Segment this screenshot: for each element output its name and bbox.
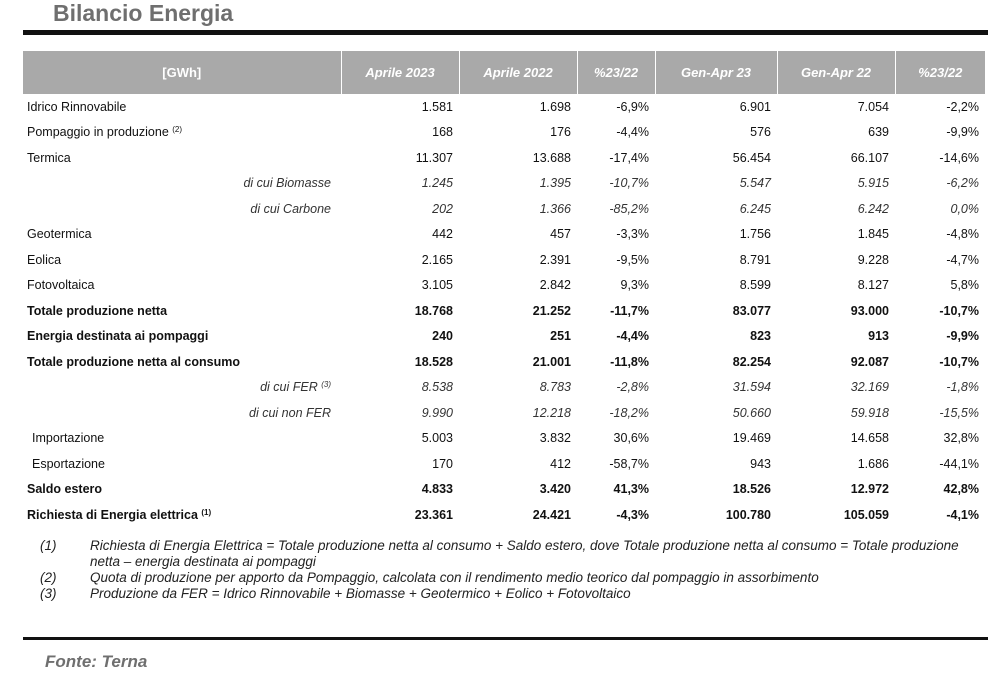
table-cell: 1.366 — [539, 201, 571, 216]
table-cell: 9.228 — [857, 252, 889, 267]
table-cell: 8.538 — [421, 380, 453, 395]
table-cell: -4,1% — [946, 507, 979, 522]
table-cell: 168 — [432, 125, 453, 140]
table-cell: -4,4% — [616, 125, 649, 140]
table-cell: 5.915 — [857, 176, 889, 191]
table-cell: 13.688 — [532, 150, 571, 165]
table-cell: 21.001 — [532, 354, 571, 369]
table-cell: 576 — [750, 125, 771, 140]
table-row — [23, 375, 985, 401]
table-cell: -2,8% — [616, 380, 649, 395]
footnote-ref: (3) — [321, 380, 331, 390]
table-cell: 32.169 — [850, 380, 889, 395]
table-row — [23, 222, 985, 248]
table-cell: -11,8% — [610, 354, 649, 369]
footnote-ref: (1) — [201, 507, 212, 517]
row-label: Idrico Rinnovabile — [27, 99, 127, 114]
table-cell: -14,6% — [939, 150, 979, 165]
table-cell: 82.254 — [732, 354, 771, 369]
footnote-text: Produzione da FER = Idrico Rinnovabile + Biomasse + Geotermico + Eolico + Fotovoltaico — [90, 586, 631, 601]
table-cell: 2.391 — [539, 252, 571, 267]
table-cell: -4,3% — [616, 507, 649, 522]
table-cell: 12.972 — [850, 482, 889, 497]
row-label: Saldo estero — [27, 482, 103, 497]
table-cell: 5.003 — [421, 431, 453, 446]
table-cell: -10,7% — [939, 303, 979, 318]
page-title: Bilancio Energia — [53, 0, 234, 26]
table-row — [23, 477, 985, 503]
bottom-rule — [23, 637, 988, 640]
row-label: Geotermica — [27, 227, 92, 242]
table-cell: 1.845 — [857, 227, 889, 242]
table-cell: 11.307 — [415, 150, 453, 165]
table-cell: 32,8% — [943, 431, 979, 446]
table-cell: -9,5% — [616, 252, 649, 267]
footnote-number: (1) — [40, 538, 57, 553]
table-cell: 6.242 — [857, 201, 889, 216]
table-cell: 9.990 — [421, 405, 453, 420]
table-cell: 4.833 — [421, 482, 453, 497]
row-label: di cui non FER — [249, 405, 331, 420]
table-cell: 56.454 — [732, 150, 771, 165]
header-pct-ytd: %23/22 — [895, 51, 985, 94]
header-pct-month: %23/22 — [577, 51, 655, 94]
table-row — [23, 324, 985, 350]
row-label: Esportazione — [32, 456, 105, 471]
table-cell: 0,0% — [950, 201, 979, 216]
table-cell: -1,8% — [946, 380, 979, 395]
table-cell: -85,2% — [609, 201, 649, 216]
row-label: Importazione — [32, 431, 105, 446]
table-cell: -10,7% — [609, 176, 649, 191]
table-header-row — [23, 51, 985, 94]
table-cell: -2,2% — [946, 99, 979, 114]
table-cell: 412 — [550, 456, 571, 471]
table-cell: 1.395 — [539, 176, 571, 191]
table-cell: 18.528 — [414, 354, 453, 369]
table-cell: -18,2% — [609, 405, 649, 420]
table-cell: 176 — [550, 125, 571, 140]
table-cell: 12.218 — [532, 405, 571, 420]
table-cell: 8.599 — [739, 278, 771, 293]
table-cell: 18.768 — [414, 303, 453, 318]
table-cell: -10,7% — [939, 354, 979, 369]
table-cell: 100.780 — [725, 507, 771, 522]
table-row — [23, 400, 985, 426]
table-cell: 19.469 — [732, 431, 771, 446]
footnote-number: (3) — [40, 586, 57, 601]
table-row — [23, 273, 985, 299]
table-cell: 18.526 — [732, 482, 771, 497]
table-cell: 2.165 — [421, 252, 453, 267]
source-label: Fonte: Terna — [45, 652, 148, 671]
table-cell: 30,6% — [613, 431, 649, 446]
table-cell: -11,7% — [610, 303, 649, 318]
row-label: Totale produzione netta al consumo — [27, 354, 240, 369]
table-cell: 3.105 — [421, 278, 453, 293]
table-cell: 442 — [432, 227, 453, 242]
table-cell: 42,8% — [943, 482, 979, 497]
table-cell: 59.918 — [850, 405, 889, 420]
row-label: Eolica — [27, 252, 62, 267]
footnotes — [40, 538, 980, 602]
row-label: Termica — [27, 150, 71, 165]
table-row — [23, 145, 985, 171]
table-cell: 170 — [432, 456, 453, 471]
table-cell: 251 — [550, 329, 571, 344]
table-cell: 93.000 — [850, 303, 889, 318]
footnote-text: Richiesta di Energia Elettrica = Totale produzione netta al consumo + Saldo estero, dove Totale produzione netta al consumo = Totale produzione netta – energia destinata ai pompaggi — [90, 538, 959, 569]
table-row — [23, 298, 985, 324]
table-cell: 943 — [750, 456, 771, 471]
table-cell: 8.783 — [539, 380, 571, 395]
table-row — [23, 451, 985, 477]
table-cell: 21.252 — [532, 303, 571, 318]
row-label: Richiesta di Energia elettrica $^{(1)}$ — [27, 507, 212, 522]
table-cell: 6.901 — [739, 99, 771, 114]
table-cell: 14.658 — [850, 431, 889, 446]
table-cell: -17,4% — [609, 150, 649, 165]
table-cell: 1.756 — [739, 227, 771, 242]
table-row — [23, 171, 985, 197]
table-cell: -4,8% — [946, 227, 979, 242]
table-cell: 41,3% — [613, 482, 649, 497]
table-cell: 639 — [868, 125, 889, 140]
energy-balance-table — [23, 51, 985, 528]
table-row — [23, 196, 985, 222]
table-cell: 9,3% — [620, 278, 649, 293]
table-cell: 5,8% — [950, 278, 979, 293]
table-cell: 457 — [550, 227, 571, 242]
top-rule — [23, 30, 988, 35]
table-cell: -15,5% — [939, 405, 979, 420]
header-unit: [GWh] — [23, 51, 341, 94]
table-cell: 31.594 — [732, 380, 771, 395]
table-cell: 913 — [868, 329, 889, 344]
table-row — [23, 247, 985, 273]
table-cell: 3.832 — [539, 431, 571, 446]
footnote-text: Quota di produzione per apporto da Pompaggio, calcolata con il rendimento medio teorico dal pompaggio in assorbimento — [90, 570, 819, 585]
header-jan-apr-22: Gen-Apr 22 — [777, 51, 895, 94]
table-cell: 1.581 — [421, 99, 453, 114]
table-row — [23, 94, 985, 120]
footnote — [40, 570, 980, 586]
footnote — [40, 586, 980, 602]
table-cell: 50.660 — [732, 405, 771, 420]
table-cell: 105.059 — [843, 507, 889, 522]
row-label: di cui Biomasse — [243, 176, 331, 191]
table-cell: 1.686 — [857, 456, 889, 471]
table-cell: -3,3% — [616, 227, 649, 242]
table-cell: 1.698 — [539, 99, 571, 114]
table-row — [23, 120, 985, 146]
table-cell: 6.245 — [739, 201, 771, 216]
table-cell: 23.361 — [414, 507, 453, 522]
table-cell: 240 — [432, 329, 453, 344]
row-label: Pompaggio in produzione $^{(2)}$ — [27, 125, 183, 140]
row-label: Totale produzione netta — [27, 303, 168, 318]
row-label: di cui FER $^{(3)}$ — [260, 380, 331, 395]
table-cell: -6,9% — [616, 99, 649, 114]
header-april-2022: Aprile 2022 — [459, 51, 577, 94]
table-cell: 8.791 — [739, 252, 771, 267]
table-cell: -9,9% — [946, 329, 979, 344]
table-cell: -44,1% — [939, 456, 979, 471]
table-cell: -4,4% — [616, 329, 649, 344]
table-cell: 823 — [750, 329, 771, 344]
table-cell: 2.842 — [539, 278, 571, 293]
footnote-number: (2) — [40, 570, 57, 585]
table-cell: 3.420 — [539, 482, 571, 497]
table-cell: 66.107 — [850, 150, 889, 165]
header-april-2023: Aprile 2023 — [341, 51, 459, 94]
row-label: Energia destinata ai pompaggi — [27, 329, 209, 344]
header-jan-apr-23: Gen-Apr 23 — [655, 51, 777, 94]
table-cell: 202 — [432, 201, 453, 216]
table-cell: 8.127 — [857, 278, 889, 293]
table-cell: 1.245 — [421, 176, 453, 191]
row-label: di cui Carbone — [250, 201, 331, 216]
table-cell: -9,9% — [946, 125, 979, 140]
table-cell: 5.547 — [739, 176, 771, 191]
table-row — [23, 502, 985, 528]
row-label: Fotovoltaica — [27, 278, 95, 293]
table-row — [23, 349, 985, 375]
table-cell: 83.077 — [732, 303, 771, 318]
table-cell: 24.421 — [532, 507, 571, 522]
table-cell: -58,7% — [609, 456, 649, 471]
table-cell: 92.087 — [850, 354, 889, 369]
table-row — [23, 426, 985, 452]
table-cell: -6,2% — [946, 176, 979, 191]
table-cell: 7.054 — [857, 99, 889, 114]
footnote — [40, 538, 980, 570]
footnote-ref: (2) — [172, 125, 183, 135]
table-cell: -4,7% — [946, 252, 979, 267]
